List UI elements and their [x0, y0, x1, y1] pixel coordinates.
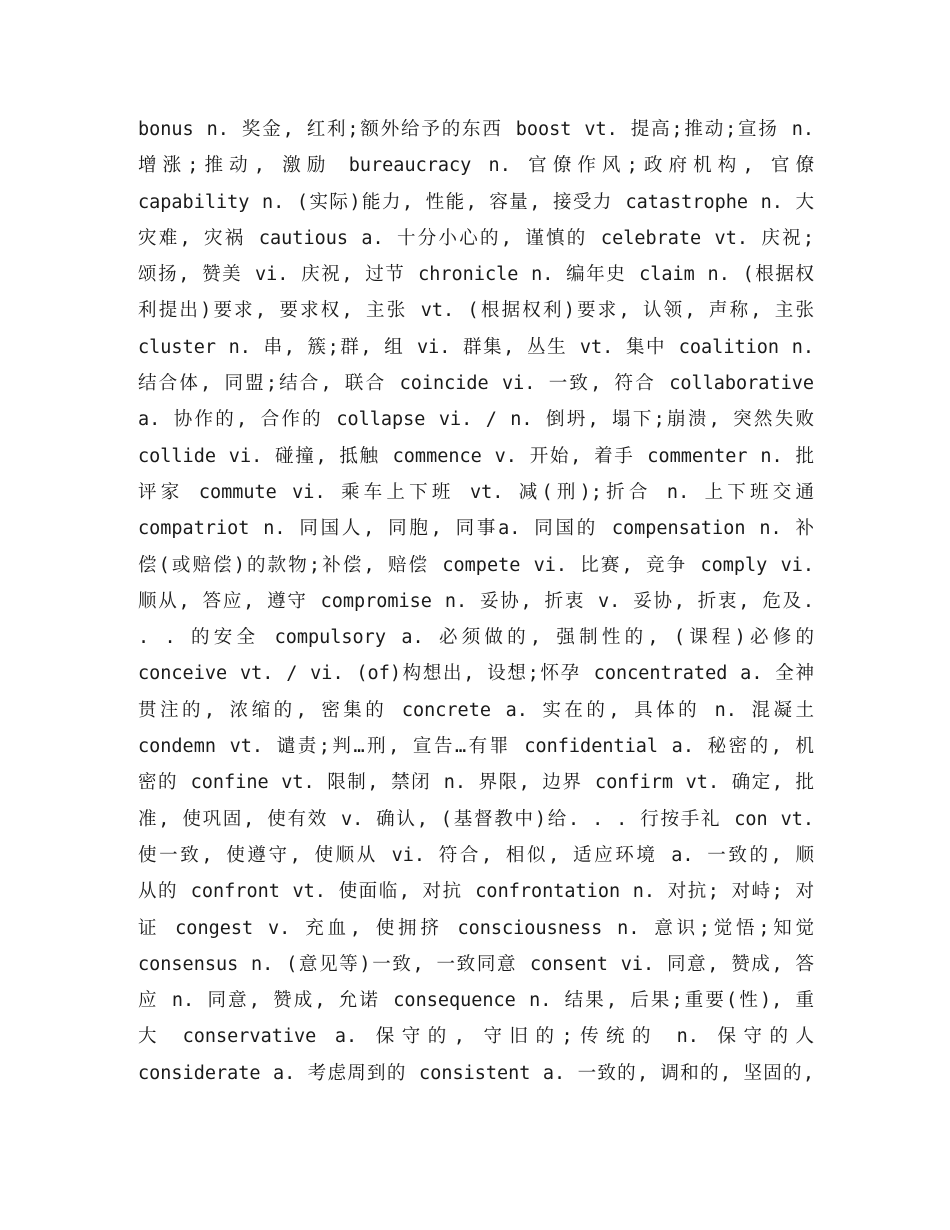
text-line: 贯注的, 浓缩的, 密集的 concrete a. 实在的, 具体的 n. 混凝土 — [138, 699, 814, 721]
text-line: 大 conservative a. 保守的, 守旧的;传统的 n. 保守的人 — [138, 1026, 814, 1048]
text-line: 结合体, 同盟;结合, 联合 coincide vi. 一致, 符合 collaborative — [138, 373, 814, 395]
text-line: considerate a. 考虑周到的 consistent a. 一致的, 调和的, 坚固的, — [138, 1062, 814, 1084]
text-line: 灾难, 灾祸 cautious a. 十分小心的, 谨慎的 celebrate vt. 庆祝; — [138, 227, 814, 249]
text-line: capability n. (实际)能力, 性能, 容量, 接受力 catastrophe n. 大 — [138, 191, 814, 213]
text-line: compatriot n. 同国人, 同胞, 同事a. 同国的 compensation n. 补 — [138, 518, 814, 540]
text-line: bonus n. 奖金, 红利;额外给予的东西 boost vt. 提高;推动;宣扬 n. — [138, 119, 814, 140]
text-line: 证 congest v. 充血, 使拥挤 consciousness n. 意识;觉悟;知觉 — [138, 917, 814, 939]
text-line: 顺从, 答应, 遵守 compromise n. 妥协, 折衷 v. 妥协, 折衷, 危及. — [138, 590, 814, 612]
text-line: . . 的安全 compulsory a. 必须做的, 强制性的, (课程)必修的 — [138, 627, 814, 649]
text-line: 使一致, 使遵守, 使顺从 vi. 符合, 相似, 适应环境 a. 一致的, 顺 — [138, 844, 814, 866]
text-line: condemn vt. 谴责;判…刑, 宣告…有罪 confidential a. 秘密的, 机 — [138, 736, 814, 758]
text-line: consensus n. (意见等)一致, 一致同意 consent vi. 同意, 赞成, 答 — [138, 953, 814, 975]
text-line: 准, 使巩固, 使有效 v. 确认, (基督教中)给. . . 行按手礼 con vt. — [138, 808, 814, 830]
text-line: 应 n. 同意, 赞成, 允诺 consequence n. 结果, 后果;重要(性), 重 — [138, 990, 814, 1012]
vocabulary-text — [138, 112, 814, 1092]
text-line: 颂扬, 赞美 vi. 庆祝, 过节 chronicle n. 编年史 claim n. (根据权 — [138, 264, 814, 286]
text-line: 利提出)要求, 要求权, 主张 vt. (根据权利)要求, 认领, 声称, 主张 — [138, 300, 814, 322]
text-line: 从的 confront vt. 使面临, 对抗 confrontation n. 对抗; 对峙; 对 — [138, 881, 814, 903]
text-line: 评家 commute vi. 乘车上下班 vt. 减(刑);折合 n. 上下班交通 — [138, 481, 814, 503]
text-line: a. 协作的, 合作的 collapse vi. / n. 倒坍, 塌下;崩溃, 突然失败 — [138, 409, 814, 431]
text-line: 偿(或赔偿)的款物;补偿, 赔偿 compete vi. 比赛, 竞争 comply vi. — [138, 554, 814, 576]
text-line: 增涨;推动, 激励 bureaucracy n. 官僚作风;政府机构, 官僚 — [138, 155, 814, 177]
text-line: conceive vt. / vi. (of)构想出, 设想;怀孕 concentrated a. 全神 — [138, 663, 814, 685]
text-line: 密的 confine vt. 限制, 禁闭 n. 界限, 边界 confirm vt. 确定, 批 — [138, 772, 814, 794]
text-line: cluster n. 串, 簇;群, 组 vi. 群集, 丛生 vt. 集中 coalition n. — [138, 336, 814, 358]
text-line: collide vi. 碰撞, 抵触 commence v. 开始, 着手 commenter n. 批 — [138, 445, 814, 467]
